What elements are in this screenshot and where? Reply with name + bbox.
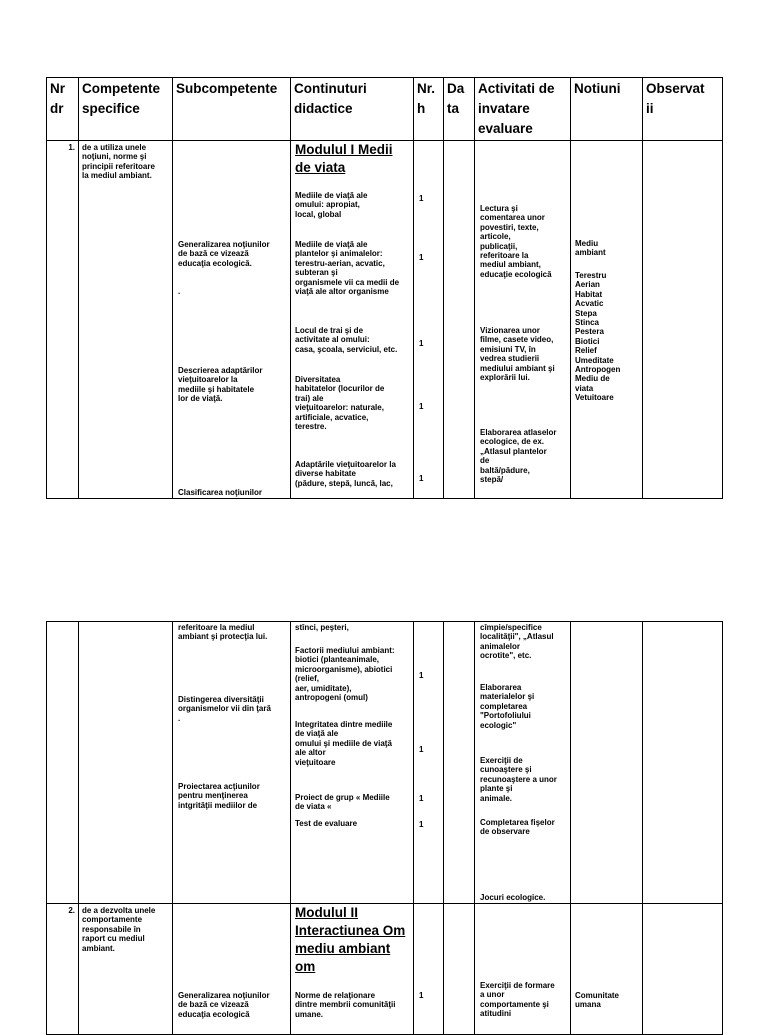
ore-value: 1 [419, 745, 424, 754]
continut-text: Mediile de viaţă ale plantelor şi animalelor: terestru-aerian, acvatic, subteran şi organismele vii ca medii de viaţă ale altor organisme [295, 240, 400, 297]
ore-value: 1 [419, 402, 424, 411]
continut-text: Diversitatea habitatelor (locurilor de trai) ale vieţuitoarelor: naturale, artificiale, acvatice, terestre. [295, 375, 385, 432]
ore-value: 1 [419, 671, 424, 680]
activitate-text: Exerciţii de formare a unor comportamente şi atitudini [480, 981, 555, 1019]
subcompetenta-text: referitoare la mediul ambiant şi protecţia lui. [178, 623, 268, 642]
ore-value: 1 [419, 253, 424, 262]
continut-text: Locul de trai şi de activitate al omului: casa, şcoala, serviciul, etc. [295, 326, 398, 354]
competenta-text: de a utiliza unele noţiuni, norme şi principii referitoare la mediul ambiant. [82, 143, 155, 181]
ore-value: 1 [419, 820, 424, 829]
activitate-text: Completarea fişelor de observare [480, 818, 555, 837]
subcompetenta-text: Generalizarea noţiunilor de bază ce vizează educaţia ecologică. [178, 240, 270, 268]
notiune-text: Mediu ambiant [575, 239, 606, 258]
subcompetenta-text: Distingerea diversităţii organismelor vii din ţară . [178, 695, 271, 723]
activitate-text: Exerciţii de cunoaştere şi recunoaştere a unor plante şi animale. [480, 756, 557, 803]
subcompetenta-text: Generalizarea noţiunilor de bază ce vizează educaţia ecologică [178, 991, 270, 1019]
continut-text: Norme de relaţionare dintre membrii comunităţii umane. [295, 991, 396, 1019]
ore-value: 1 [419, 474, 424, 483]
curriculum-table-page2 [46, 621, 723, 1035]
continut-text: Proiect de grup « Mediile de viata « [295, 793, 390, 812]
row-number: 2. [68, 906, 75, 915]
table-row [47, 141, 723, 499]
ore-value: 1 [419, 339, 424, 348]
header-notiuni: Notiuni [571, 78, 643, 141]
table-header-row [47, 78, 723, 141]
module-title: Modulul II Interactiunea Om mediu ambiant om [295, 905, 406, 974]
continut-text: stînci, peşteri, [295, 623, 349, 632]
header-data: Da ta [444, 78, 475, 141]
header-competente: Competente specifice [79, 78, 173, 141]
subcompetenta-text: Proiectarea acţiunilor pentru menţinerea intgrităţii mediilor de [178, 782, 260, 810]
notiune-text: Terestru Aerian Habitat Acvatic Stepa Stinca Pestera Biotici Relief Umeditate Antropogen Mediu de viata Vetuitoare [575, 271, 621, 403]
header-nr: Nr dr [47, 78, 79, 141]
header-continuturi: Continuturi didactice [291, 78, 414, 141]
header-observatii: Observat ii [643, 78, 723, 141]
curriculum-table-page1 [46, 77, 723, 499]
header-activitati: Activitati de invatare evaluare [475, 78, 571, 141]
activitate-text: Elaborarea materialelor şi completarea "Portofoliului ecologic" [480, 683, 535, 730]
continut-text: Factorii mediului ambiant: biotici (planteanimale, microorganisme), abiotici (relief, aer, umiditate), antropogeni (omul) [295, 646, 395, 703]
ore-value: 1 [419, 794, 424, 803]
subcompetenta-text: . [178, 287, 181, 296]
activitate-text: Lectura şi comentarea unor povestiri, texte, articole, publicaţii, referitoare la mediul ambiant, educaţie ecologică [480, 204, 552, 279]
subcompetenta-text: Clasificarea noţiunilor [178, 488, 263, 497]
activitate-text: Jocuri ecologice. [480, 893, 546, 902]
continut-text: Adaptările vieţuitoarelor la diverse habitate (pădure, stepă, luncă, lac, [295, 460, 396, 488]
table-row [47, 904, 723, 1035]
activitate-text: cîmpie/specifice localităţii", „Atlasul animalelor ocrotite", etc. [480, 623, 554, 661]
table-row [47, 622, 723, 904]
header-nr-ore: Nr. h [414, 78, 444, 141]
activitate-text: Elaborarea atlaselor ecologice, de ex. „Atlasul plantelor de baltă/pădure, stepă/ [480, 428, 557, 485]
continut-text: Mediile de viaţă ale omului: apropiat, local, global [295, 191, 368, 219]
subcompetenta-text: Descrierea adaptărilor vieţuitoarelor la mediile şi habitatele lor de viaţă. [178, 366, 263, 404]
activitate-text: Vizionarea unor filme, casete video, emisiuni TV, în vedrea studierii mediului ambiant şi explorării lui. [480, 326, 555, 383]
notiune-text: Comunitate umana [575, 991, 619, 1010]
ore-value: 1 [419, 194, 424, 203]
header-subcompetente: Subcompetente [173, 78, 291, 141]
ore-value: 1 [419, 991, 424, 1000]
competenta-text: de a dezvolta unele comportamente responsabile în raport cu mediul ambiant. [82, 906, 156, 953]
row-number: 1. [68, 143, 75, 152]
continut-text: Test de evaluare [295, 819, 358, 828]
module-title: Modulul I Medii de viata [295, 142, 393, 175]
continut-text: Integritatea dintre mediile de viaţă ale omului şi mediile de viaţă ale altor vieţuitoare [295, 720, 393, 767]
